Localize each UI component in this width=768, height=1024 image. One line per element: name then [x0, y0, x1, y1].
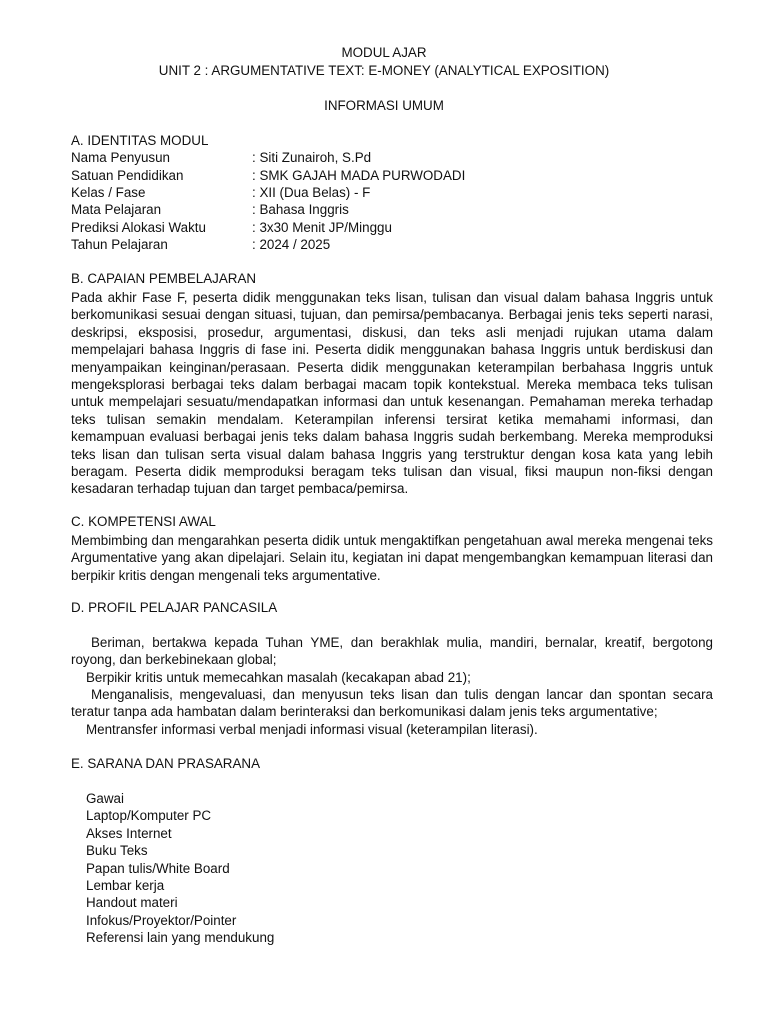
capaian-paragraph: Pada akhir Fase F, peserta didik menggunakan teks lisan, tulisan dan visual dalam bahasa Inggris untuk berkomunikasi sesuai dengan situasi, tujuan, dan pemirsa/pembacanya. Berbagai jenis teks seperti narasi, deskripsi, eksposisi, prosedur, argumentasi, diskusi, dan teks asli menjadi rujukan utama dalam mempelajari bahasa Inggris di fase ini. Peserta didik menggunakan bahasa Inggris untuk berdiskusi dan menyampaikan keinginan/perasaan. Peserta didik menggunakan keterampilan berbahasa Inggris untuk mengeksplorasi berbagai teks dalam berbagai macam topik kontekstual. Mereka membaca teks tulisan untuk mempelajari sesuatu/mendapatkan informasi dan untuk kesenangan. Pemahaman mereka terhadap teks tulisan semakin mendalam. Keterampilan inferensi tersirat ketika memahami informasi, dan kemampuan evaluasi berbagai jenis teks dalam bahasa Inggris sudah berkembang. Mereka memproduksi teks lisan dan tulisan serta visual dalam bahasa Inggris yang terstruktur dengan kosa kata yang lebih beragam. Peserta didik memproduksi beragam teks tulisan dan visual, fiksi maupun non-fiksi dengan kesadaran terhadap tujuan dan target pembaca/pemirsa.	[71, 290, 713, 497]
identitas-row	[71, 220, 713, 237]
identitas-heading: A. IDENTITAS MODUL	[71, 133, 209, 148]
list-item: Lembar kerja	[86, 877, 165, 893]
identitas-row	[71, 185, 713, 202]
identitas-row	[71, 150, 713, 167]
identitas-label: Nama Penyusun	[71, 150, 170, 165]
identitas-label: Tahun Pelajaran	[71, 237, 168, 252]
profil-heading: D. PROFIL PELAJAR PANCASILA	[71, 600, 278, 615]
identitas-value: : XII (Dua Belas) - F	[252, 185, 371, 200]
identitas-value: : 2024 / 2025	[252, 237, 331, 252]
identitas-value: : 3x30 Menit JP/Minggu	[252, 220, 392, 235]
identitas-row	[71, 202, 713, 219]
list-item: Referensi lain yang mendukung	[86, 930, 275, 946]
sarana-heading: E. SARANA DAN PRASARANA	[71, 756, 261, 771]
list-item: Infokus/Proyektor/Pointer	[86, 912, 237, 928]
list-item: Laptop/Komputer PC	[86, 808, 212, 824]
identitas-label: Mata Pelajaran	[71, 202, 162, 217]
profil-item: Mentransfer informasi verbal menjadi informasi visual (keterampilan literasi).	[86, 722, 538, 737]
list-item: Handout materi	[86, 895, 178, 911]
list-item: Papan tulis/White Board	[86, 860, 230, 876]
identitas-label: Prediksi Alokasi Waktu	[71, 220, 206, 235]
identitas-row	[71, 168, 713, 185]
identitas-label: Kelas / Fase	[71, 185, 146, 200]
profil-item: Beriman, bertakwa kepada Tuhan YME, dan berakhlak mulia, mandiri, bernalar, kreatif, bergotong royong, dan berkebinekaan global;	[71, 635, 713, 668]
profil-item: Berpikir kritis untuk memecahkan masalah (kecakapan abad 21);	[86, 670, 471, 685]
identitas-row	[71, 237, 713, 254]
list-item: Gawai	[86, 791, 124, 806]
capaian-heading: B. CAPAIAN PEMBELAJARAN	[71, 271, 257, 286]
section-title: INFORMASI UMUM	[324, 98, 444, 113]
sarana-list	[86, 790, 274, 947]
identitas-label: Satuan Pendidikan	[71, 168, 184, 183]
identitas-value: : Bahasa Inggris	[252, 202, 349, 217]
module-title: MODUL AJAR	[341, 45, 427, 60]
kompetensi-heading: C. KOMPETENSI AWAL	[71, 514, 216, 529]
kompetensi-paragraph: Membimbing dan mengarahkan peserta didik untuk mengaktifkan pengetahuan awal mereka mengenai teks Argumentative yang akan dipelajari. Selain itu, kegiatan ini dapat mengembangkan kemampuan literasi dan berpikir kritis dengan mengenali teks argumentative.	[71, 533, 713, 583]
identitas-value: : SMK GAJAH MADA PURWODADI	[252, 168, 466, 183]
profil-item: Menganalisis, mengevaluasi, dan menyusun teks lisan dan tulis dengan lancar dan spontan secara teratur tanpa ada hambatan dalam berinteraksi dan berkomunikasi dalam jenis teks argumentative;	[71, 687, 713, 720]
list-item: Akses Internet	[86, 825, 172, 841]
unit-title: UNIT 2 : ARGUMENTATIVE TEXT: E-MONEY (ANALYTICAL EXPOSITION)	[158, 63, 610, 78]
identitas-value: : Siti Zunairoh, S.Pd	[252, 150, 372, 165]
list-item: Buku Teks	[86, 843, 148, 859]
